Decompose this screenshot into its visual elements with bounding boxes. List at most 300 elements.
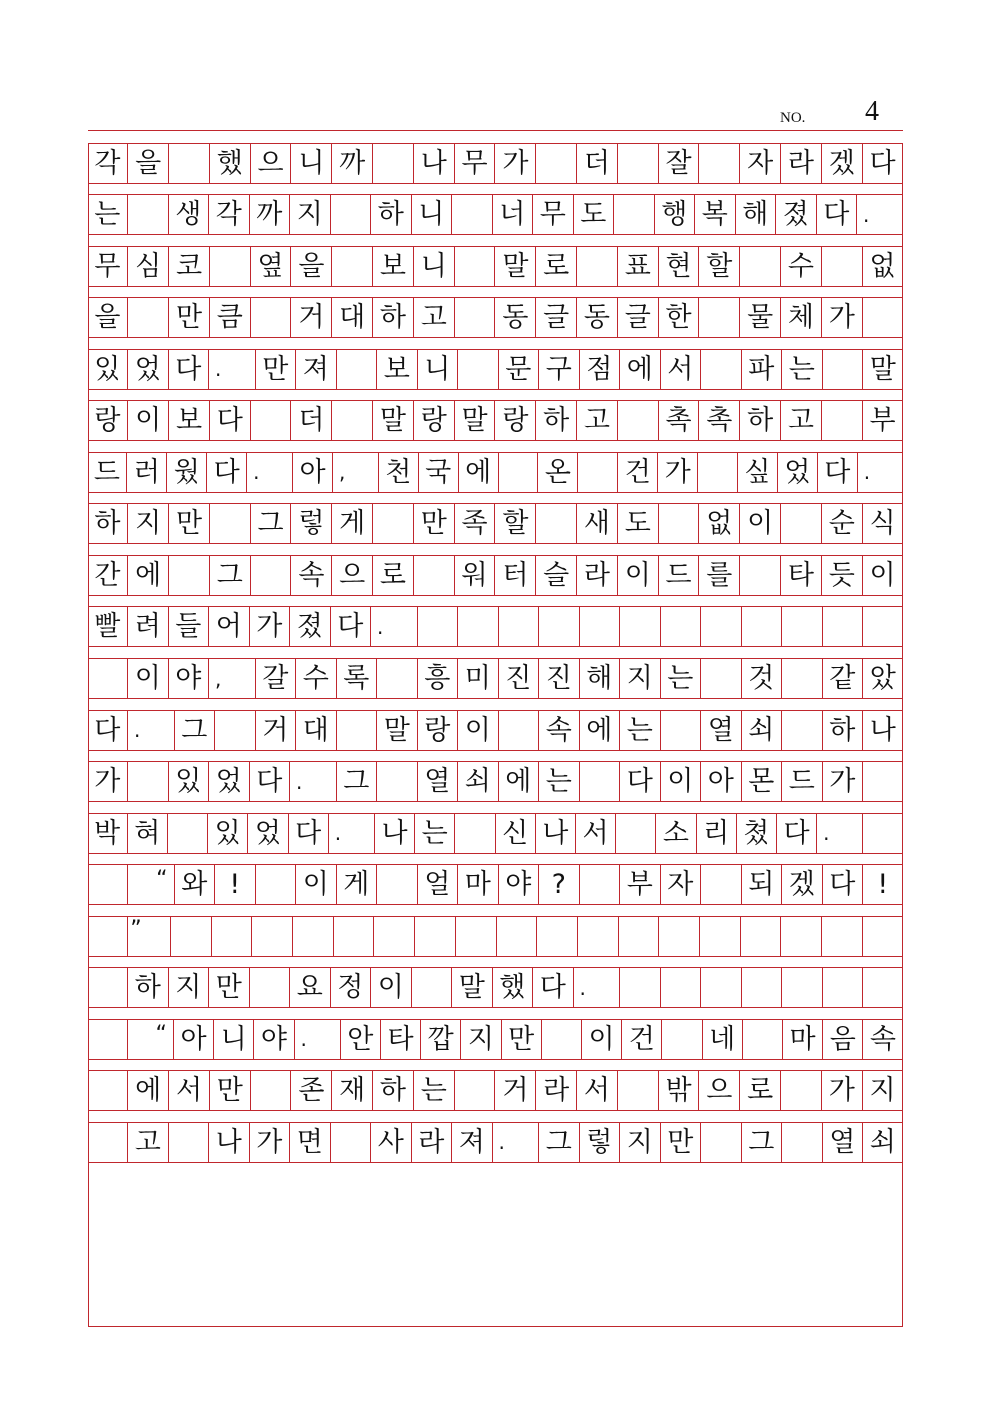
- grid-cell: 행: [655, 195, 696, 234]
- grid-cell: [455, 1071, 496, 1110]
- grid-cell: [619, 917, 660, 956]
- grid-cell: 없: [869, 250, 896, 282]
- grid-cell: [620, 607, 661, 646]
- grid-row: [88, 864, 903, 905]
- grid-cell: 보: [169, 401, 210, 440]
- grid-cell: [168, 814, 208, 853]
- grid-cell: 너: [493, 195, 534, 234]
- grid-cell: 서: [576, 814, 616, 853]
- grid-cell: 만: [210, 1071, 251, 1110]
- grid-row: [88, 1019, 903, 1060]
- grid-cell: 하: [88, 504, 129, 543]
- grid-cell: [171, 917, 212, 956]
- grid-cell: 다: [533, 968, 574, 1007]
- grid-cell: 타: [781, 556, 822, 595]
- grid-cell: 하: [373, 298, 414, 337]
- grid-row: [88, 400, 903, 441]
- grid-cell: 지: [869, 1075, 896, 1107]
- grid-cell: [782, 711, 823, 750]
- grid-cell: 진: [539, 659, 580, 698]
- grid-cell: 으: [699, 1071, 740, 1110]
- grid-cell: 졌: [776, 195, 817, 234]
- grid-cell: 타: [381, 1020, 421, 1059]
- grid-cell: 그: [210, 556, 251, 595]
- grid-cell: 할: [495, 504, 536, 543]
- grid-cell: [377, 762, 418, 801]
- grid-cell: [251, 556, 292, 595]
- grid-cell: 말: [377, 711, 418, 750]
- grid-cell: [499, 453, 539, 492]
- grid-cell: 깝: [421, 1020, 461, 1059]
- grid-cell: 구: [539, 350, 580, 389]
- grid-cell: .: [128, 711, 175, 750]
- grid-cell: 아: [293, 453, 333, 492]
- grid-cell: [701, 968, 742, 1007]
- grid-cell: 안: [341, 1020, 381, 1059]
- grid-cell: 이: [582, 1020, 622, 1059]
- grid-cell: 이: [618, 556, 659, 595]
- grid-cell: 거: [495, 1071, 536, 1110]
- grid-cell: 말: [452, 968, 493, 1007]
- grid-cell: [781, 917, 822, 956]
- grid-cell: [698, 453, 738, 492]
- grid-cell: [699, 298, 740, 337]
- grid-cell: 들: [169, 607, 210, 646]
- grid-cell: 간: [88, 556, 129, 595]
- grid-cell: [88, 659, 129, 698]
- grid-cell: 쇠: [458, 762, 499, 801]
- grid-cell: 촉: [659, 401, 700, 440]
- grid-cell: 했: [493, 968, 534, 1007]
- grid-cell: [701, 1123, 742, 1162]
- grid-cell: [620, 968, 661, 1007]
- grid-cell: [781, 504, 822, 543]
- grid-cell: 으: [332, 556, 373, 595]
- grid-cell: [88, 968, 129, 1007]
- grid-cell: [250, 968, 291, 1007]
- grid-cell: 이: [661, 762, 702, 801]
- grid-row: [88, 503, 903, 544]
- grid-cell: [373, 144, 414, 183]
- grid-cell: 리: [697, 814, 737, 853]
- grid-cell: 니: [291, 144, 332, 183]
- grid-cell: 더: [291, 401, 332, 440]
- grid-cell: [331, 1123, 372, 1162]
- grid-cell: .: [493, 1123, 540, 1162]
- grid-cell: 속: [291, 556, 332, 595]
- grid-cell: [539, 607, 580, 646]
- grid-cell: 무: [455, 144, 496, 183]
- grid-cell: [782, 607, 823, 646]
- grid-cell: 으: [251, 144, 292, 183]
- grid-row: [88, 710, 903, 751]
- grid-cell: 소: [656, 814, 696, 853]
- grid-cell: [577, 247, 618, 286]
- grid-cell: [128, 762, 169, 801]
- grid-cell: 고: [414, 298, 455, 337]
- grid-cell: 그: [251, 504, 292, 543]
- grid-cell: 미: [458, 659, 499, 698]
- grid-cell: [823, 607, 864, 646]
- grid-cell: 흥: [418, 659, 459, 698]
- grid-cell: [88, 1071, 129, 1110]
- grid-cell: [822, 917, 863, 956]
- grid-cell: 다: [823, 865, 864, 904]
- grid-cell: [701, 350, 742, 389]
- grid-cell: 각: [88, 144, 129, 183]
- grid-cell: [578, 917, 619, 956]
- grid-cell: [337, 350, 378, 389]
- grid-cell: .: [209, 350, 256, 389]
- grid-cell: 거: [291, 298, 332, 337]
- grid-cell: [210, 247, 251, 286]
- grid-cell: 해: [736, 195, 777, 234]
- grid-cell: [331, 195, 372, 234]
- grid-cell: [659, 917, 700, 956]
- grid-cell: 이: [128, 659, 169, 698]
- grid-cell: 아: [174, 1020, 214, 1059]
- grid-cell: 열: [418, 762, 459, 801]
- grid-cell: 생: [169, 195, 210, 234]
- grid-cell: [256, 865, 297, 904]
- grid-cell: 나: [414, 144, 455, 183]
- grid-cell: 온: [538, 453, 578, 492]
- grid-cell: 니: [418, 350, 459, 389]
- grid-cell: [414, 556, 455, 595]
- grid-cell: 빨: [88, 607, 129, 646]
- grid-cell: 고: [781, 401, 822, 440]
- grid-cell: 되: [742, 865, 783, 904]
- grid-cell: 도: [618, 504, 659, 543]
- grid-row: [88, 761, 903, 802]
- grid-cell: [863, 917, 903, 956]
- grid-cell: 다: [818, 453, 858, 492]
- grid-cell: 슬: [536, 556, 577, 595]
- grid-row: [88, 143, 903, 184]
- grid-cell: 싶: [738, 453, 778, 492]
- grid-cell: .: [371, 607, 418, 646]
- grid-cell: 로: [373, 556, 414, 595]
- grid-cell: 랑: [495, 401, 536, 440]
- grid-cell: 지: [128, 504, 169, 543]
- grid-cell: 표: [618, 247, 659, 286]
- grid-cell: 가: [495, 144, 536, 183]
- grid-cell: 지: [620, 659, 661, 698]
- grid-cell: [618, 1071, 659, 1110]
- page-number-header: [760, 96, 903, 128]
- grid-cell: 만: [169, 504, 210, 543]
- grid-cell: ,: [333, 453, 379, 492]
- grid-cell: 대: [332, 298, 373, 337]
- grid-cell: 부: [869, 405, 896, 437]
- grid-cell: 도: [574, 195, 615, 234]
- grid-cell: [215, 711, 256, 750]
- grid-cell: 동: [495, 298, 536, 337]
- grid-cell: 거: [256, 711, 297, 750]
- grid-cell: [377, 865, 418, 904]
- grid-cell: 에: [128, 1071, 169, 1110]
- grid-cell: [580, 607, 621, 646]
- grid-cell: 그: [742, 1123, 783, 1162]
- grid-cell: 는: [782, 350, 823, 389]
- grid-cell: 드: [88, 453, 128, 492]
- grid-cell: 서: [577, 1071, 618, 1110]
- grid-cell: [700, 917, 741, 956]
- grid-cell: 까: [250, 195, 291, 234]
- grid-cell: [742, 968, 783, 1007]
- grid-cell: 어: [209, 607, 250, 646]
- grid-cell: 는: [414, 1071, 455, 1110]
- grid-cell: [128, 298, 169, 337]
- grid-cell: 져: [296, 350, 337, 389]
- grid-cell: 같: [823, 659, 864, 698]
- grid-cell: 있: [208, 814, 248, 853]
- grid-cell: [614, 195, 655, 234]
- grid-cell: [499, 607, 540, 646]
- grid-cell: 에: [128, 556, 169, 595]
- grid-cell: 이: [296, 865, 337, 904]
- grid-cell: 다: [250, 762, 291, 801]
- grid-cell: 보: [377, 350, 418, 389]
- grid-cell: [332, 401, 373, 440]
- grid-cell: 려: [128, 607, 169, 646]
- grid-cell: 글: [536, 298, 577, 337]
- grid-cell: 그: [175, 711, 216, 750]
- grid-cell: [701, 865, 742, 904]
- grid-cell: 파: [742, 350, 783, 389]
- grid-row: [88, 606, 903, 647]
- grid-cell: [455, 298, 496, 337]
- grid-cell: 는: [539, 762, 580, 801]
- grid-cell: [618, 401, 659, 440]
- grid-cell: 만: [209, 968, 250, 1007]
- grid-cell: 더: [577, 144, 618, 183]
- grid-cell: [823, 968, 864, 1007]
- grid-cell: [252, 917, 293, 956]
- grid-cell: [169, 144, 210, 183]
- grid-cell: 속: [869, 1023, 896, 1055]
- grid-cell: 신: [496, 814, 536, 853]
- grid-cell: [781, 1071, 822, 1110]
- grid-cell: 것: [742, 659, 783, 698]
- grid-cell: [616, 814, 656, 853]
- grid-cell: 쇠: [869, 1126, 896, 1158]
- grid-cell: 었: [248, 814, 288, 853]
- grid-cell: [740, 556, 781, 595]
- grid-cell: 가: [658, 453, 698, 492]
- grid-cell: 지: [461, 1020, 501, 1059]
- grid-cell: 다: [869, 147, 896, 179]
- grid-cell: 고: [577, 401, 618, 440]
- grid-cell: [740, 247, 781, 286]
- grid-cell: [823, 350, 864, 389]
- grid-cell: 새: [577, 504, 618, 543]
- grid-cell: 을: [291, 247, 332, 286]
- grid-cell: 지: [620, 1123, 661, 1162]
- grid-cell: 마: [458, 865, 499, 904]
- grid-cell: 하: [823, 711, 864, 750]
- grid-cell: 해: [580, 659, 621, 698]
- grid-cell: 라: [781, 144, 822, 183]
- grid-cell: [743, 1020, 783, 1059]
- grid-cell: 었: [209, 762, 250, 801]
- grid-cell: [452, 195, 493, 234]
- grid-cell: [88, 917, 129, 956]
- grid-cell: [701, 607, 742, 646]
- grid-row: [88, 1122, 903, 1163]
- grid-cell: 다: [207, 453, 247, 492]
- grid-cell: 하: [128, 968, 169, 1007]
- grid-cell: [251, 1071, 292, 1110]
- grid-cell: 졌: [290, 607, 331, 646]
- grid-cell: 게: [332, 504, 373, 543]
- grid-cell: ”: [128, 917, 171, 956]
- grid-cell: 다: [331, 607, 372, 646]
- grid-cell: 라: [577, 556, 618, 595]
- grid-cell: 에: [620, 350, 661, 389]
- grid-cell: 국: [419, 453, 459, 492]
- grid-cell: 을: [128, 144, 169, 183]
- grid-cell: 만: [502, 1020, 542, 1059]
- grid-cell: 네: [703, 1020, 743, 1059]
- grid-cell: 요: [290, 968, 331, 1007]
- grid-cell: 었: [128, 350, 169, 389]
- grid-row: [88, 194, 903, 235]
- grid-cell: 했: [210, 144, 251, 183]
- grid-cell: 무: [88, 247, 129, 286]
- grid-cell: 심: [128, 247, 169, 286]
- grid-cell: 웠: [167, 453, 207, 492]
- grid-cell: 건: [622, 1020, 662, 1059]
- grid-cell: [88, 865, 129, 904]
- grid-cell: 니: [412, 195, 453, 234]
- grid-cell: 음: [823, 1020, 863, 1059]
- grid-cell: [455, 247, 496, 286]
- grid-cell: 워: [455, 556, 496, 595]
- grid-cell: .: [863, 460, 871, 485]
- grid-cell: 그: [337, 762, 378, 801]
- grid-cell: [169, 556, 210, 595]
- grid-cell: 속: [539, 711, 580, 750]
- grid-cell: 없: [699, 504, 740, 543]
- grid-cell: [822, 401, 863, 440]
- grid-cell: 촉: [699, 401, 740, 440]
- grid-cell: ,: [209, 659, 256, 698]
- grid-cell: 터: [495, 556, 536, 595]
- grid-cell: 랑: [418, 711, 459, 750]
- grid-cell: 재: [332, 1071, 373, 1110]
- grid-cell: 록: [337, 659, 378, 698]
- grid-cell: 글: [618, 298, 659, 337]
- grid-cell: 이: [869, 559, 896, 591]
- grid-cell: 만: [414, 504, 455, 543]
- grid-cell: 는: [415, 814, 455, 853]
- grid-cell: .: [329, 814, 375, 853]
- grid-cell: 코: [169, 247, 210, 286]
- grid-row: [88, 297, 903, 338]
- grid-cell: 하: [373, 1071, 414, 1110]
- grid-cell: 져: [452, 1123, 493, 1162]
- grid-cell: 박: [88, 814, 128, 853]
- grid-cell: .: [290, 762, 337, 801]
- grid-cell: “: [128, 865, 175, 904]
- grid-cell: 말: [455, 401, 496, 440]
- grid-cell: 말: [373, 401, 414, 440]
- grid-cell: [661, 968, 702, 1007]
- grid-cell: 야: [499, 865, 540, 904]
- grid-cell: 다: [289, 814, 329, 853]
- grid-cell: 만: [256, 350, 297, 389]
- grid-cell: 가: [250, 607, 291, 646]
- grid-cell: 아: [701, 762, 742, 801]
- grid-cell: 말: [869, 353, 896, 385]
- grid-cell: 물: [740, 298, 781, 337]
- grid-cell: 다: [169, 350, 210, 389]
- grid-cell: 천: [379, 453, 419, 492]
- grid-cell: [822, 247, 863, 286]
- manuscript-grid-sheet: [88, 143, 903, 1327]
- grid-cell: [782, 1123, 823, 1162]
- grid-row: [88, 349, 903, 390]
- grid-cell: 듯: [822, 556, 863, 595]
- grid-cell: 면: [290, 1123, 331, 1162]
- grid-cell: 나: [869, 714, 896, 746]
- grid-cell: 니: [414, 247, 455, 286]
- grid-cell: 렇: [291, 504, 332, 543]
- grid-cell: 이: [458, 711, 499, 750]
- grid-cell: 야: [169, 659, 210, 698]
- grid-cell: [458, 350, 499, 389]
- grid-cell: [863, 762, 903, 801]
- grid-cell: [415, 917, 456, 956]
- grid-cell: [537, 917, 578, 956]
- grid-cell: [863, 968, 903, 1007]
- grid-cell: [377, 659, 418, 698]
- grid-cell: [497, 917, 538, 956]
- grid-cell: 라: [412, 1123, 453, 1162]
- grid-cell: 잘: [659, 144, 700, 183]
- grid-cell: [741, 917, 782, 956]
- grid-cell: 로: [536, 247, 577, 286]
- grid-cell: 만: [661, 1123, 702, 1162]
- grid-cell: 가: [823, 762, 864, 801]
- grid-cell: 보: [373, 247, 414, 286]
- grid-cell: 족: [455, 504, 496, 543]
- grid-cell: [412, 968, 453, 1007]
- grid-cell: 자: [661, 865, 702, 904]
- grid-cell: 을: [88, 298, 129, 337]
- grid-row: [88, 246, 903, 287]
- grid-cell: 자: [740, 144, 781, 183]
- grid-cell: 나: [209, 1123, 250, 1162]
- grid-cell: 나: [375, 814, 415, 853]
- grid-cell: [536, 504, 577, 543]
- grid-cell: 에: [580, 711, 621, 750]
- grid-cell: 말: [495, 247, 536, 286]
- grid-cell: 이: [740, 504, 781, 543]
- grid-cell: [128, 195, 169, 234]
- grid-cell: 체: [781, 298, 822, 337]
- grid-cell: .: [574, 968, 621, 1007]
- grid-cell: ?: [539, 865, 580, 904]
- grid-cell: 다: [620, 762, 661, 801]
- grid-cell: [88, 1020, 128, 1059]
- grid-cell: 를: [699, 556, 740, 595]
- grid-cell: 로: [740, 1071, 781, 1110]
- grid-cell: [782, 968, 823, 1007]
- grid-cell: [456, 917, 497, 956]
- grid-cell: .: [247, 453, 293, 492]
